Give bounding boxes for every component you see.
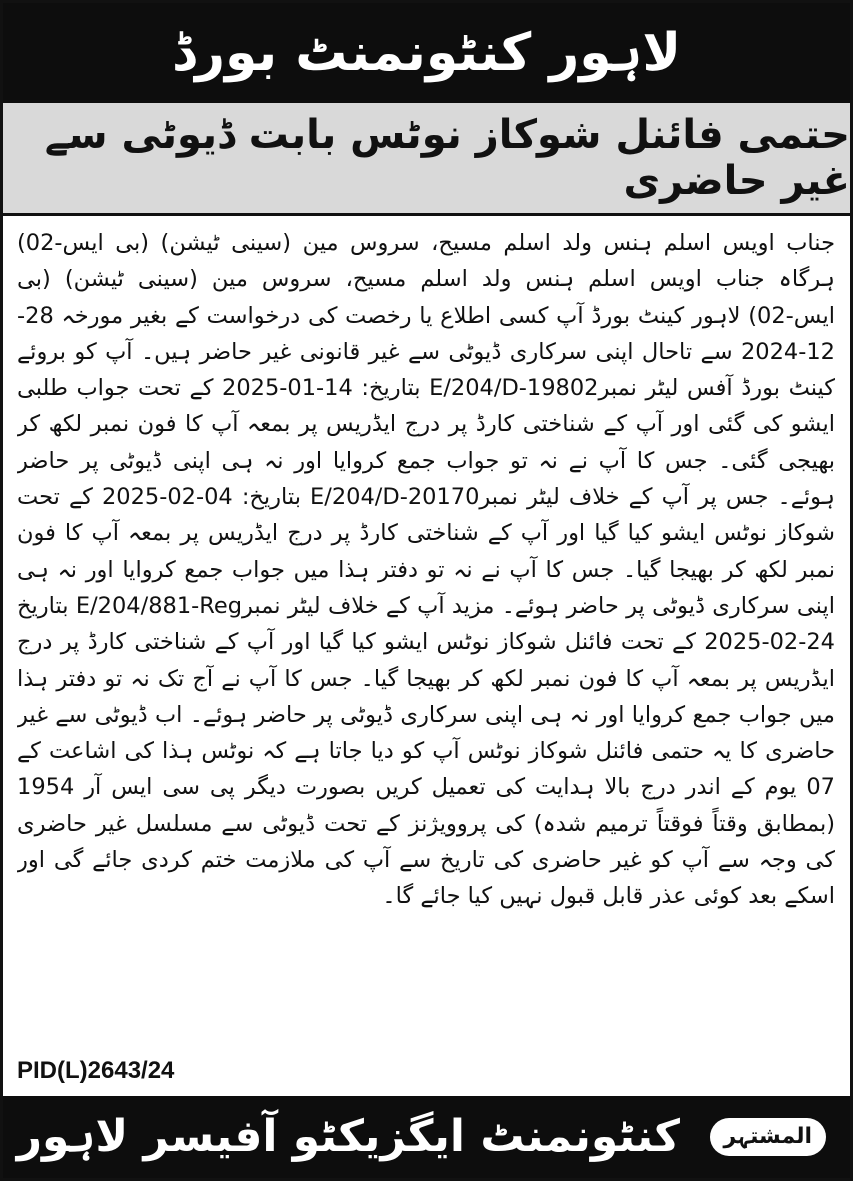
notice-subtitle-band [3,103,850,216]
office-name: کنٹونمنٹ ایگزیکٹو آفیسر لاہور [16,1111,680,1162]
notice-body: جناب اویس اسلم ہنس ولد اسلم مسیح، سروس مین (سینی ٹیشن) (بی ایس-02) ہرگاہ جناب اویس اسلم ہنس ولد اسلم مسیح، سروس مین (سینی ٹیشن) (بی ایس-02) لاہور کینٹ بورڈ آپ کسی اطلاع یا رخصت کی درخواست کے بغیر مورخہ 28-12-2024 سے تاحال اپنی سرکاری ڈیوٹی سے غیر قانونی غیر حاضر ہیں۔ آپ کو بروئے کینٹ بورڈ آفس لیٹر نمبرE/204/D-19802 بتاریخ: 14-01-2025 کے تحت جواب طلبی ایشو کی گئی اور آپ کے شناختی کارڈ پر درج ایڈریس پر بمعہ آپ کا فون نمبر لکھ کر بھیجی گئی۔ جس کا آپ نے نہ تو جواب جمع کروایا اور نہ ہی اپنی ڈیوٹی پر حاضر ہوئے۔ جس پر آپ کے خلاف لیٹر نمبرE/204/D-20170 بتاریخ: 04-02-2025 کے تحت شوکاز نوٹس ایشو کیا گیا اور آپ کے شناختی کارڈ پر درج ایڈریس پر بمعہ آپ کا فون نمبر لکھ کر بھیجا گیا۔ جس کا آپ نے نہ تو دفتر ہذا میں جواب جمع کروایا اور نہ ہی اپنی سرکاری ڈیوٹی پر حاضر ہوئے۔ مزید آپ کے خلاف لیٹر نمبرE/204/881-Reg بتاریخ 24-02-2025 کے تحت فائنل شوکاز نوٹس ایشو کیا گیا اور آپ کے شناختی کارڈ پر درج ایڈریس پر بمعہ آپ کا فون نمبر لکھ کر بھیجا گیا۔ جس کا آپ نے آج تک نہ تو دفتر ہذا میں جواب جمع کروایا اور نہ ہی اپنی سرکاری ڈیوٹی پر حاضر ہوئے۔ اب ڈیوٹی سے غیر حاضری کا یہ حتمی فائنل شوکاز نوٹس آپ کو دیا جاتا ہے کہ نوٹس ہذا کی اشاعت کے 07 یوم کے اندر درج بالا ہدایت کی تعمیل کریں بصورت دیگر پی سی ایس آر 1954 (بمطابق وقتاً فوقتاً ترمیم شدہ) کی پروویژنز کے تحت ڈیوٹی سے مسلسل غیر حاضری کی وجہ سے آپ کو غیر حاضری کی تاریخ سے آپ کی ملازمت ختم کردی جائے گی اور اسکے بعد کوئی عذر قابل قبول نہیں کیا جائے گا۔ [17,230,835,910]
footer-banner [3,1096,850,1178]
publisher-label: المشتہر [710,1118,827,1156]
header-banner [3,3,850,103]
notice-subtitle: حتمی فائنل شوکاز نوٹس بابت ڈیوٹی سے غیر حاضری [44,112,850,204]
pid-reference: PID(L)2643/24 [17,1057,175,1084]
board-title: لاہور کنٹونمنٹ بورڈ [171,23,682,83]
